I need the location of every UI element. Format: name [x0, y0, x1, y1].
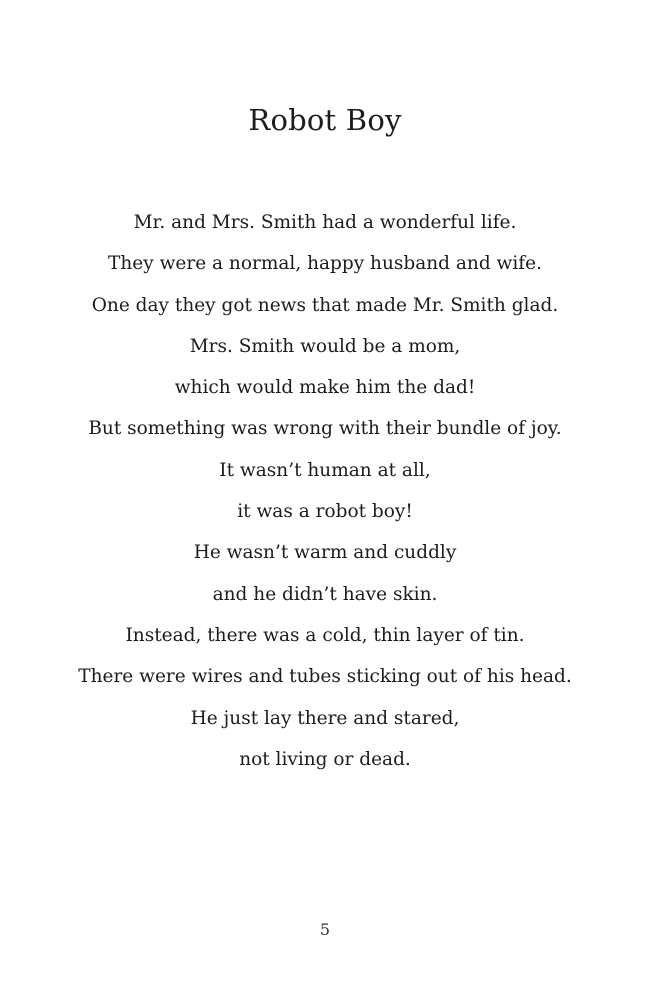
poem-line: which would make him the dad!	[174, 377, 476, 399]
poem-line: But something was wrong with their bundle of joy.	[88, 418, 562, 440]
poem-line: Mr. and Mrs. Smith had a wonderful life.	[133, 212, 517, 233]
poem-line: Mrs. Smith would be a mom,	[189, 335, 461, 357]
poem-line: He wasn’t warm and cuddly	[193, 542, 457, 564]
poem-line: They were a normal, happy husband and wife.	[108, 253, 542, 275]
poem-line: not living or dead.	[239, 748, 411, 770]
page-title: Robot Boy	[248, 103, 402, 137]
poem-body	[0, 202, 650, 780]
poem-line: He just lay there and stared,	[190, 707, 460, 729]
poem-line: There were wires and tubes sticking out of his head.	[78, 666, 572, 688]
poem-line: One day they got news that made Mr. Smith glad.	[91, 294, 559, 316]
poem-line: it was a robot boy!	[237, 501, 413, 523]
poem-line: Instead, there was a cold, thin layer of tin.	[125, 624, 525, 646]
poem-line: and he didn’t have skin.	[212, 583, 438, 605]
poem-line: It wasn’t human at all,	[219, 459, 431, 481]
page-number: 5	[319, 920, 331, 939]
